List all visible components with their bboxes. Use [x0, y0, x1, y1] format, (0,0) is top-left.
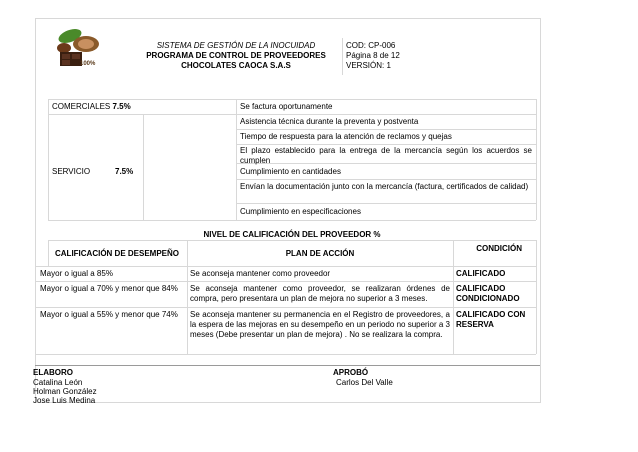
rating-range: Mayor o igual a 70% y menor que 84% — [40, 284, 178, 293]
servicio-label: SERVICIO — [52, 167, 91, 176]
rating-range: Mayor o igual a 55% y menor que 74% — [40, 310, 178, 319]
elaboro-name: Jose Luis Medina — [33, 396, 96, 405]
aprobo-label: APROBÓ — [333, 368, 369, 377]
company-logo — [46, 24, 108, 72]
criterion-item: Se factura oportunamente — [240, 102, 333, 111]
col-header-performance: CALIFICACIÓN DE DESEMPEÑO — [55, 249, 180, 258]
col-header-action-plan: PLAN DE ACCIÓN — [285, 249, 355, 258]
elaboro-name: Holman González — [33, 387, 97, 396]
rating-plan: Se aconseja mantener como proveedor — [190, 269, 331, 278]
col-header-condition: CONDICIÓN — [476, 244, 522, 253]
rating-title: NIVEL DE CALIFICACIÓN DEL PROVEEDOR % — [203, 230, 381, 239]
comerciales-label: COMERCIALES 7.5% — [52, 102, 131, 111]
company-name: CHOCOLATES CAOCA S.A.S — [181, 61, 291, 70]
system-title: SISTEMA DE GESTIÓN DE LA INOCUIDAD — [156, 41, 316, 50]
rating-plan: Se aconseja mantener como proveedor, se realizaran órdenes de compra, pero presentara un plan de mejora no superior a 3 meses. — [190, 284, 450, 303]
criterion-item: Asistencia técnica durante la preventa y postventa — [240, 117, 419, 126]
rating-range: Mayor o igual a 85% — [40, 269, 113, 278]
page-number: Página 8 de 12 — [346, 51, 400, 60]
doc-version: VERSIÓN: 1 — [346, 61, 391, 70]
criterion-item: Cumplimiento en especificaciones — [240, 207, 361, 216]
servicio-pct: 7.5% — [115, 167, 134, 176]
criterion-item: Tiempo de respuesta para la atención de reclamos y quejas — [240, 132, 452, 141]
logo-badge: 100% — [80, 61, 96, 67]
elaboro-label: ELABORO — [33, 368, 73, 377]
criterion-item: El plazo establecido para la entrega de la mercancía según los acuerdos se cumplen — [240, 146, 532, 165]
program-title: PROGRAMA DE CONTROL DE PROVEEDORES — [146, 51, 326, 60]
doc-code: COD: CP-006 — [346, 41, 396, 50]
rating-condition: CALIFICADO CON RESERVA — [456, 310, 526, 329]
elaboro-name: Catalina León — [33, 378, 83, 387]
rating-plan: Se aconseja mantener su permanencia en el Registro de proveedores, a la espera de las mejoras en su desempeño en un periodo no superior a 3 meses (Debe presentar un plan de mejora) . No se realizara la compra. — [190, 310, 450, 339]
criterion-item: Envían la documentación junto con la mercancía (factura, certificados de calidad) — [240, 182, 529, 191]
rating-condition: CALIFICADO — [456, 269, 506, 278]
criterion-item: Cumplimiento en cantidades — [240, 167, 341, 176]
rating-condition: CALIFICADO CONDICIONADO — [456, 284, 520, 303]
aprobo-name: Carlos Del Valle — [336, 378, 393, 387]
